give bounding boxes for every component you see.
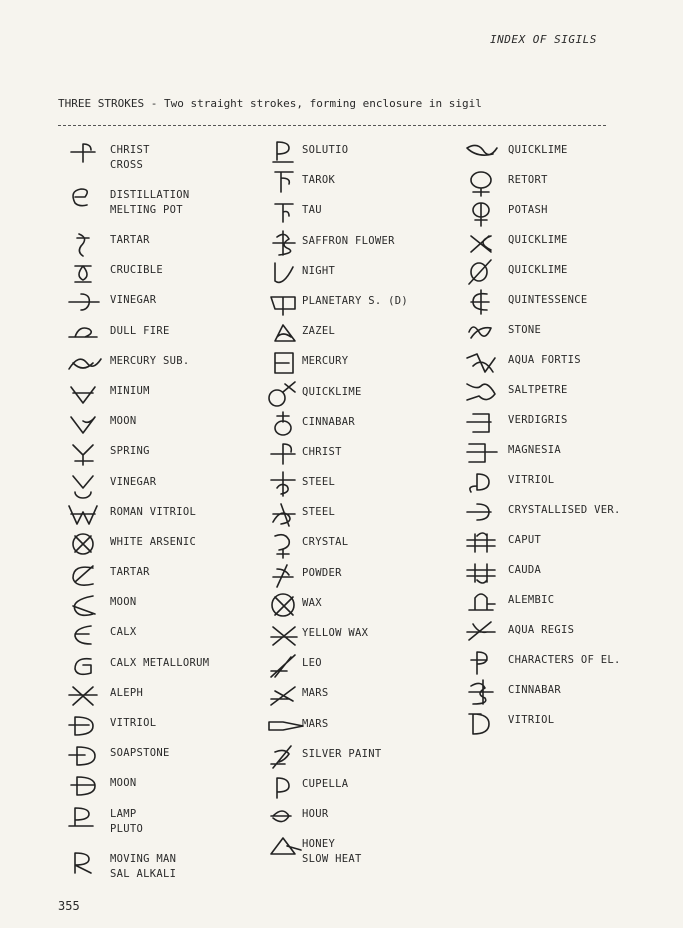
sigil-label: MOVING MAN xyxy=(110,852,177,865)
sigil-labels xyxy=(508,348,581,368)
sigil-labels xyxy=(508,168,548,188)
crossed-s-sigil-icon xyxy=(262,229,302,257)
sigil-label: STONE xyxy=(508,324,542,336)
sigil-entry xyxy=(458,198,658,228)
sigil-labels xyxy=(302,591,322,611)
potash-sigil-icon xyxy=(458,198,508,226)
sigil-label: VITRIOL xyxy=(110,717,157,729)
sigil-label: QUINTESSENCE xyxy=(508,294,588,306)
sigil-labels xyxy=(302,380,362,400)
sigil-label: STEEL xyxy=(302,506,336,519)
running-head: INDEX OF SIGILS xyxy=(490,33,597,46)
sigil-entry xyxy=(262,440,462,470)
crossed-loop-sigil-icon xyxy=(60,258,110,286)
cinnabar-sigil-icon xyxy=(262,410,302,438)
sigil-labels xyxy=(302,470,335,490)
sigil-labels xyxy=(110,651,209,671)
slashed-c-sigil-icon xyxy=(60,560,110,588)
sigil-labels xyxy=(302,138,348,158)
sigil-labels xyxy=(508,138,568,158)
sigil-entry xyxy=(458,678,658,708)
sigil-label: SALTPETRE xyxy=(508,384,568,396)
sigil-column-3 xyxy=(458,138,658,738)
sigil-label: ZAZEL xyxy=(302,325,336,338)
sigil-label: TARTAR xyxy=(110,566,150,579)
leo-sigil-icon xyxy=(262,651,302,679)
sigil-label: QUICKLIME xyxy=(508,264,568,276)
sigil-entry xyxy=(458,138,658,168)
sigil-label: CAPUT xyxy=(508,534,542,546)
sigil-entry xyxy=(60,228,260,258)
sigil-entry xyxy=(458,228,658,258)
g-hook-sigil-icon xyxy=(60,651,110,679)
sigil-labels xyxy=(302,561,342,581)
aleph-sigil-icon xyxy=(60,681,110,709)
sigil-labels xyxy=(110,439,150,459)
vitriol-open-sigil-icon xyxy=(458,708,508,736)
sigil-label: ALEPH xyxy=(110,686,144,699)
sigil-labels xyxy=(302,681,329,701)
sigil-entry xyxy=(60,771,260,801)
honey-triangle-sigil-icon xyxy=(262,832,302,860)
slashed-s-sigil-icon xyxy=(262,500,302,528)
sigil-label: STEEL xyxy=(302,476,336,489)
sigil-labels xyxy=(508,378,568,398)
t-flag-sigil-icon xyxy=(262,168,302,196)
vitriol-curl-sigil-icon xyxy=(458,468,508,496)
c-bar-sigil-icon xyxy=(60,620,110,648)
sigil-label: MERCURY SUB. xyxy=(110,354,190,367)
retort-sigil-icon xyxy=(458,168,508,196)
vitriol-d-sigil-icon xyxy=(60,711,110,739)
sigil-labels xyxy=(110,802,143,837)
sigil-labels xyxy=(302,530,348,550)
dashed-rule xyxy=(58,125,606,126)
sigil-column-2 xyxy=(262,138,462,877)
sigil-label: VERDIGRIS xyxy=(508,414,568,426)
triangle-loop-sigil-icon xyxy=(262,319,302,347)
sigil-labels xyxy=(508,618,574,638)
sigil-entry xyxy=(262,621,462,651)
double-loop-sigil-icon xyxy=(60,349,110,377)
characters-sigil-icon xyxy=(458,648,508,676)
sigil-label: CROSS xyxy=(110,159,144,171)
sigil-label: CINNABAR xyxy=(302,415,355,428)
sigil-label: CHARACTERS OF EL. xyxy=(508,654,621,666)
sigil-label: MOON xyxy=(110,596,137,609)
sigil-labels xyxy=(302,440,342,460)
p-underline-sigil-icon xyxy=(262,138,302,166)
sigil-labels xyxy=(110,319,170,339)
sigil-entry xyxy=(262,712,462,742)
sigil-entry xyxy=(262,349,462,379)
sigil-entry xyxy=(458,558,658,588)
sigil-label: CRYSTALLISED VER. xyxy=(508,504,621,516)
box-hook-sigil-icon xyxy=(262,289,302,317)
tailed-d-sigil-icon xyxy=(60,741,110,769)
stone-sigil-icon xyxy=(458,318,508,346)
sigil-entry xyxy=(262,742,462,772)
sigil-entry xyxy=(458,438,658,468)
sigil-labels xyxy=(110,379,150,399)
sigil-labels xyxy=(110,288,156,308)
sigil-label: CHRIST xyxy=(110,144,150,156)
sigil-labels xyxy=(110,847,176,882)
sigil-labels xyxy=(110,349,189,369)
sigil-label: VINEGAR xyxy=(110,294,157,307)
sigil-label: RETORT xyxy=(508,174,548,186)
cauda-sigil-icon xyxy=(458,558,508,586)
sigil-label: ALEMBIC xyxy=(508,594,555,606)
sigil-entry xyxy=(262,772,462,802)
sigil-entry xyxy=(262,651,462,681)
sigil-labels xyxy=(110,681,143,701)
sigil-label: CALX xyxy=(110,626,137,639)
sigil-entry xyxy=(60,379,260,409)
sigil-label: QUICKLIME xyxy=(508,234,568,246)
alembic-sigil-icon xyxy=(458,588,508,616)
sigil-labels xyxy=(302,621,368,641)
sigil-entry xyxy=(60,651,260,681)
sigil-label: YELLOW WAX xyxy=(302,627,369,639)
aqua-regis-sigil-icon xyxy=(458,618,508,646)
sigil-label: VITRIOL xyxy=(508,474,555,486)
sigil-label: SILVER PAINT xyxy=(302,747,382,760)
sigil-entry xyxy=(60,319,260,349)
sigil-labels xyxy=(508,318,541,338)
loop-hook-sigil-icon xyxy=(60,228,110,256)
sigil-entry xyxy=(262,410,462,440)
sigil-labels xyxy=(508,648,621,668)
saltpetre-sigil-icon xyxy=(458,378,508,406)
slashed-o-sigil-icon xyxy=(458,258,508,286)
sigil-label: SAFFRON FLOWER xyxy=(302,234,395,247)
sigil-entry xyxy=(60,560,260,590)
sigil-labels xyxy=(110,183,189,218)
sigil-label: VITRIOL xyxy=(508,714,555,726)
sigil-labels xyxy=(508,558,541,578)
sigil-label: AQUA FORTIS xyxy=(508,354,581,366)
sigil-labels xyxy=(508,468,554,488)
t-hook-sigil-icon xyxy=(262,198,302,226)
sigil-entry xyxy=(60,470,260,500)
sigil-labels xyxy=(302,651,322,671)
sigil-entry xyxy=(60,711,260,741)
l-curve-sigil-icon xyxy=(262,259,302,287)
sigil-label: CRYSTAL xyxy=(302,536,349,549)
sigil-entry xyxy=(60,802,260,847)
section-heading: THREE STROKES - Two straight strokes, forming enclosure in sigil xyxy=(58,97,482,110)
sigil-entry xyxy=(458,168,658,198)
sigil-label: POTASH xyxy=(508,204,548,216)
sigil-label: TARTAR xyxy=(110,234,150,246)
sigil-entry xyxy=(262,380,462,410)
sigil-labels xyxy=(508,288,587,308)
open-v-sigil-icon xyxy=(60,409,110,437)
sigil-labels xyxy=(302,289,408,309)
sigil-labels xyxy=(508,678,561,698)
sigil-entry xyxy=(60,530,260,560)
sigil-label: SLOW HEAT xyxy=(302,853,362,866)
sigil-label: NIGHT xyxy=(302,264,336,277)
cross-hook-sigil-icon xyxy=(60,138,110,166)
lime-loop-sigil-icon xyxy=(458,138,508,166)
sigil-label: QUICKLIME xyxy=(302,385,362,398)
sigil-entry xyxy=(262,289,462,319)
sigil-entry xyxy=(262,229,462,259)
sigil-entry xyxy=(262,198,462,228)
sigil-entry xyxy=(458,648,658,678)
sigil-entry xyxy=(458,408,658,438)
quintessence-sigil-icon xyxy=(458,288,508,316)
sigil-labels xyxy=(508,588,554,608)
caput-sigil-icon xyxy=(458,528,508,556)
sigil-labels xyxy=(302,410,355,430)
sigil-labels xyxy=(110,711,156,731)
crossed-w-sigil-icon xyxy=(60,500,110,528)
sigil-label: MELTING POT xyxy=(110,204,183,216)
sigil-entry xyxy=(458,498,658,528)
crystal-sigil-icon xyxy=(262,530,302,558)
sigil-label: PLANETARY S. (D) xyxy=(302,294,408,307)
crossed-v-sigil-icon xyxy=(60,379,110,407)
sigil-labels xyxy=(110,771,137,791)
sigil-label: POWDER xyxy=(302,566,342,579)
flat-loop-sigil-icon xyxy=(60,319,110,347)
sigil-labels xyxy=(508,708,554,728)
sigil-entry xyxy=(262,470,462,500)
sigil-entry xyxy=(60,681,260,711)
sigil-entry xyxy=(262,168,462,198)
plus-hook-sigil-icon xyxy=(262,440,302,468)
crossed-e-sigil-icon xyxy=(458,228,508,256)
arrow-loop-sigil-icon xyxy=(60,288,110,316)
hooked-e-sigil-icon xyxy=(60,183,110,211)
sigil-entry xyxy=(458,348,658,378)
sigil-entry xyxy=(60,409,260,439)
sigil-entry xyxy=(60,349,260,379)
sigil-label: MAGNESIA xyxy=(508,444,561,456)
page-number: 355 xyxy=(58,899,80,913)
crystallised-sigil-icon xyxy=(458,498,508,526)
sigil-label: MOON xyxy=(110,415,137,428)
sigil-entry xyxy=(262,319,462,349)
sigil-entry xyxy=(60,500,260,530)
aqua-fortis-sigil-icon xyxy=(458,348,508,376)
sigil-labels xyxy=(110,409,137,429)
cupella-sigil-icon xyxy=(262,772,302,800)
sigil-label: CHRIST xyxy=(302,445,342,458)
sigil-labels xyxy=(302,802,329,822)
barred-d-sigil-icon xyxy=(60,771,110,799)
sigil-labels xyxy=(302,832,362,867)
sigil-label: SOLUTIO xyxy=(302,144,349,156)
sigil-label: HONEY xyxy=(302,838,336,851)
sigil-entry xyxy=(60,620,260,650)
sigil-entry xyxy=(262,681,462,711)
sigil-labels xyxy=(110,590,137,610)
sigil-labels xyxy=(508,198,548,218)
sigil-label: MERCURY xyxy=(302,355,349,368)
sigil-label: CUPELLA xyxy=(302,777,349,790)
sigil-entry xyxy=(262,832,462,877)
p-bar-sigil-icon xyxy=(60,802,110,830)
cinnabar-dollar-sigil-icon xyxy=(458,678,508,706)
hour-sigil-icon xyxy=(262,802,302,830)
sigil-labels xyxy=(302,742,381,762)
sigil-label: SOAPSTONE xyxy=(110,747,170,760)
sigil-labels xyxy=(110,470,156,490)
r-sigil-icon xyxy=(60,847,110,875)
sigil-labels xyxy=(302,772,348,792)
sigil-label: MINIUM xyxy=(110,384,150,397)
sigil-label: WHITE ARSENIC xyxy=(110,535,197,548)
sigil-label: ROMAN VITRIOL xyxy=(110,505,197,518)
circle-cross-sigil-icon xyxy=(262,380,302,408)
sigil-entry xyxy=(262,530,462,560)
sigil-labels xyxy=(302,168,335,188)
sigil-labels xyxy=(508,408,568,428)
verdigris-sigil-icon xyxy=(458,408,508,436)
sigil-labels xyxy=(110,258,163,278)
sigil-entry xyxy=(60,138,260,183)
sigil-entry xyxy=(458,618,658,648)
sigil-entry xyxy=(60,288,260,318)
sigil-labels xyxy=(302,259,335,279)
sigil-entry xyxy=(458,258,658,288)
sigil-label: SAL ALKALI xyxy=(110,867,177,880)
sigil-entry xyxy=(60,258,260,288)
sigil-labels xyxy=(508,528,541,548)
x-bar-sigil-icon xyxy=(262,621,302,649)
sigil-entry xyxy=(262,591,462,621)
sigil-label: QUICKLIME xyxy=(508,144,568,156)
silver-paint-sigil-icon xyxy=(262,742,302,770)
sigil-label: LAMP xyxy=(110,807,137,820)
sigil-label: DULL FIRE xyxy=(110,324,170,337)
sigil-label: MARS xyxy=(302,687,329,700)
sigil-entry xyxy=(458,378,658,408)
mars-slash-sigil-icon xyxy=(262,681,302,709)
sigil-labels xyxy=(302,229,395,249)
sigil-label: WAX xyxy=(302,596,322,609)
sigil-entry xyxy=(458,528,658,558)
sigil-labels xyxy=(302,319,335,339)
sigil-entry xyxy=(262,802,462,832)
sigil-entry xyxy=(262,138,462,168)
sigil-labels xyxy=(302,500,335,520)
sigil-label: AQUA REGIS xyxy=(508,624,575,636)
sigil-labels xyxy=(110,741,170,761)
sigil-label: LEO xyxy=(302,657,322,670)
sigil-labels xyxy=(110,500,196,520)
sigil-labels xyxy=(110,228,150,248)
sigil-label: MARS xyxy=(302,717,329,730)
sigil-labels xyxy=(508,258,568,278)
sigil-label: SPRING xyxy=(110,445,150,458)
sigil-labels xyxy=(508,498,621,518)
sigil-entry xyxy=(60,590,260,620)
sigil-entry xyxy=(458,468,658,498)
sigil-labels xyxy=(302,349,348,369)
sigil-entry xyxy=(60,847,260,892)
stroked-y-sigil-icon xyxy=(60,439,110,467)
magnesia-sigil-icon xyxy=(458,438,508,466)
sigil-entry xyxy=(458,318,658,348)
powder-sigil-icon xyxy=(262,561,302,589)
sigil-labels xyxy=(508,228,568,248)
sigil-entry xyxy=(262,500,462,530)
sigil-label: HOUR xyxy=(302,808,329,821)
sigil-labels xyxy=(110,560,150,580)
circle-x-large-sigil-icon xyxy=(262,591,302,619)
sigil-label: TAROK xyxy=(302,174,336,187)
dollar-cross-sigil-icon xyxy=(262,470,302,498)
sigil-labels xyxy=(110,620,137,640)
sigil-labels xyxy=(110,138,150,173)
sigil-label: DISTILLATION xyxy=(110,189,190,201)
sigil-label: CAUDA xyxy=(508,564,542,576)
sigil-label: TAU xyxy=(302,204,322,217)
crescent-slash-sigil-icon xyxy=(60,590,110,618)
sigil-label: PLUTO xyxy=(110,822,144,835)
sigil-entry xyxy=(60,183,260,228)
sigil-entry xyxy=(458,588,658,618)
sigil-label: MOON xyxy=(110,777,137,790)
sigil-label: CINNABAR xyxy=(508,684,561,696)
sigil-label: VINEGAR xyxy=(110,475,157,488)
sigil-entry xyxy=(262,259,462,289)
e-box-sigil-icon xyxy=(262,349,302,377)
circle-x-sigil-icon xyxy=(60,530,110,558)
sigil-label: CALX METALLORUM xyxy=(110,656,210,669)
sigil-labels xyxy=(110,530,196,550)
mars-arrow-sigil-icon xyxy=(262,712,302,740)
v-circle-sigil-icon xyxy=(60,470,110,498)
sigil-entry xyxy=(60,741,260,771)
sigil-labels xyxy=(302,712,329,732)
sigil-entry xyxy=(458,708,658,738)
sigil-entry xyxy=(458,288,658,318)
sigil-labels xyxy=(302,198,322,218)
sigil-labels xyxy=(508,438,561,458)
sigil-entry xyxy=(60,439,260,469)
sigil-entry xyxy=(262,561,462,591)
sigil-label: CRUCIBLE xyxy=(110,264,163,277)
sigil-column-1 xyxy=(60,138,260,892)
